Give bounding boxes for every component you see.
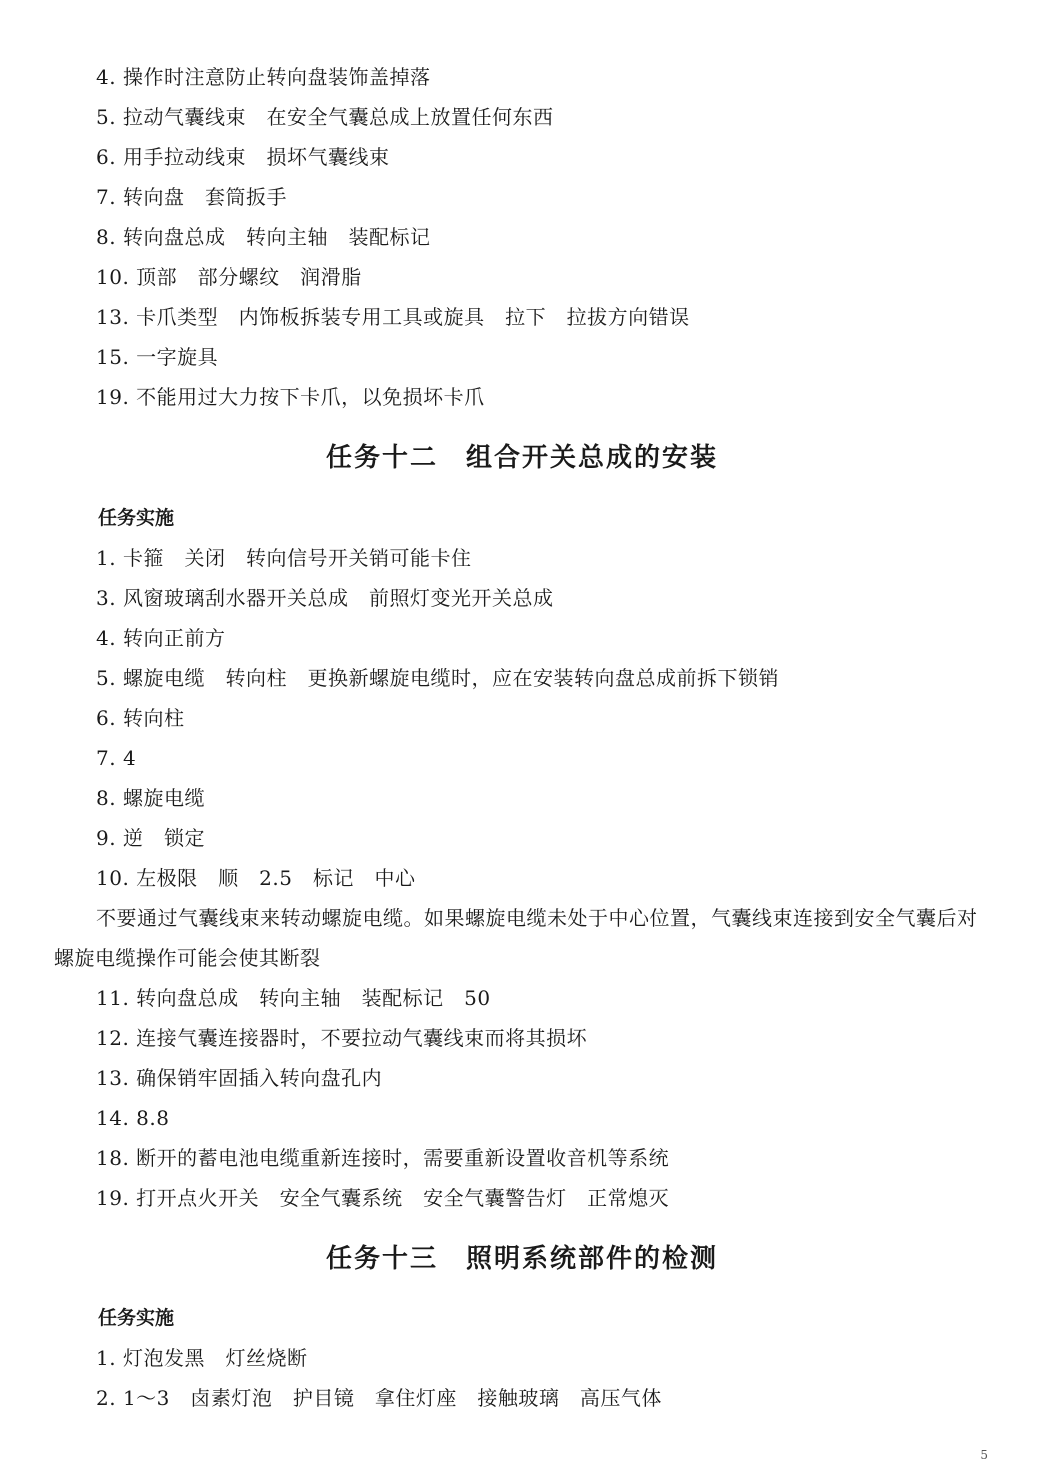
answer-line: 10. 顶部 部分螺纹 润滑脂 <box>96 265 362 289</box>
answer-line: 5. 拉动气囊线束 在安全气囊总成上放置任何东西 <box>96 105 554 129</box>
answer-line: 13. 卡爪类型 内饰板拆装专用工具或旋具 拉下 拉拔方向错误 <box>96 305 690 329</box>
section-heading-task12: 任务十二 组合开关总成的安装 <box>325 443 718 473</box>
answer-line: 19. 不能用过大力按下卡爪，以免损坏卡爪 <box>96 385 485 409</box>
answer-line: 6. 用手拉动线束 损坏气囊线束 <box>96 145 390 169</box>
answer-line: 12. 连接气囊连接器时，不要拉动气囊线束而将其损坏 <box>96 1026 588 1050</box>
note-paragraph: 不要通过气囊线束来转动螺旋电缆。如果螺旋电缆未处于中心位置，气囊线束连接到安全气囊后对螺旋电缆操作可能会使其断裂 <box>54 906 978 970</box>
answer-line: 11. 转向盘总成 转向主轴 装配标记 50 <box>96 986 491 1010</box>
answer-line: 3. 风窗玻璃刮水器开关总成 前照灯变光开关总成 <box>96 586 554 610</box>
answer-line: 5. 螺旋电缆 转向柱 更换新螺旋电缆时，应在安装转向盘总成前拆下锁销 <box>96 666 779 690</box>
section-heading-task13: 任务十三 照明系统部件的检测 <box>325 1244 718 1274</box>
answer-line: 8. 转向盘总成 转向主轴 装配标记 <box>96 225 431 249</box>
answer-line: 19. 打开点火开关 安全气囊系统 安全气囊警告灯 正常熄灭 <box>96 1186 670 1210</box>
answer-line: 15. 一字旋具 <box>96 345 219 369</box>
answer-line: 2. 1～3 卤素灯泡 护目镜 拿住灯座 接触玻璃 高压气体 <box>96 1386 662 1410</box>
answer-line: 1. 灯泡发黑 灯丝烧断 <box>96 1346 308 1370</box>
answer-line: 14. 8.8 <box>96 1106 170 1130</box>
section-subheading: 任务实施 <box>98 507 175 529</box>
answer-line: 18. 断开的蓄电池电缆重新连接时，需要重新设置收音机等系统 <box>96 1146 670 1170</box>
answer-line: 8. 螺旋电缆 <box>96 786 205 810</box>
answer-line: 7. 4 <box>96 746 137 770</box>
page-number: 5 <box>980 1448 988 1462</box>
answer-line: 7. 转向盘 套筒扳手 <box>96 185 287 209</box>
answer-line: 13. 确保销牢固插入转向盘孔内 <box>96 1066 383 1090</box>
answer-line: 4. 操作时注意防止转向盘装饰盖掉落 <box>96 65 431 89</box>
answer-line: 6. 转向柱 <box>96 706 185 730</box>
answer-line: 9. 逆 锁定 <box>96 826 205 850</box>
answer-line: 1. 卡箍 关闭 转向信号开关销可能卡住 <box>96 546 472 570</box>
answer-line: 4. 转向正前方 <box>96 626 226 650</box>
section-subheading: 任务实施 <box>98 1307 175 1329</box>
answer-line: 10. 左极限 顺 2.5 标记 中心 <box>96 866 416 890</box>
